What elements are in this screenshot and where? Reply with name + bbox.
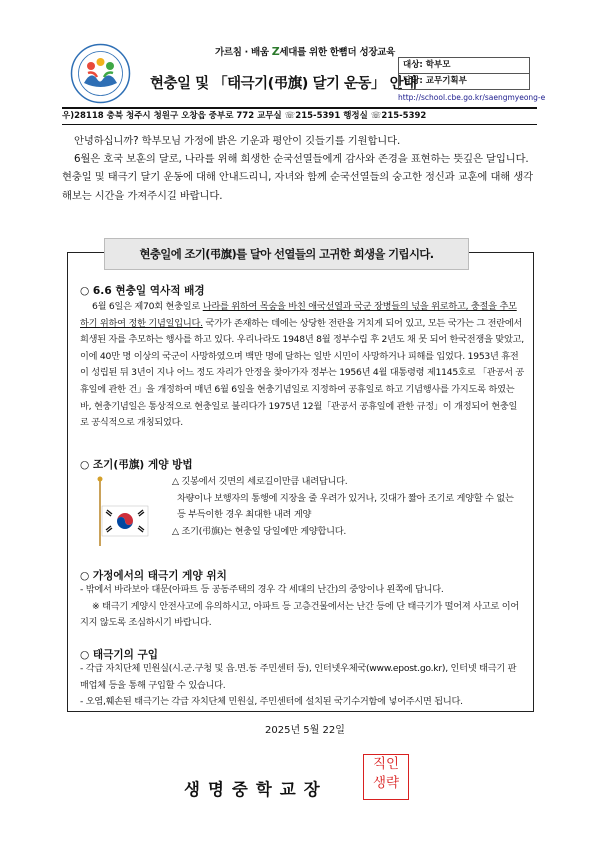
signer-name: 생명중학교장: [184, 780, 328, 799]
official-seal-stamp: [363, 754, 409, 800]
seal-text: 생략: [372, 775, 400, 791]
document-date: 2025년 5월 22일: [265, 725, 345, 736]
slogan-part: 가르침 · 배움: [215, 47, 272, 58]
school-logo-icon: [70, 43, 131, 104]
section-mourning-flag-heading: ○ 조기(弔旗) 게양 방법: [80, 459, 193, 471]
mourning-flag-line: △ 조기(弔旗)는 현충일 당일에만 게양합니다.: [172, 525, 347, 537]
intro-body: 6월은 호국 보훈의 달로, 나라를 위해 희생한 순국선열들에게 감사와 존경을 표현하는 뜻깊은 달입니다. 현충일 및 태극기 달기 운동에 대해 안내드리니, 자녀와 함께 순국선열들의 숭고한 정신과 교훈에 대해 생각해보는 시간을 가져주시길 바랍니다.: [62, 153, 534, 202]
slogan-z: Z: [271, 45, 280, 58]
info-box: [398, 57, 530, 90]
intro-greeting: 안녕하십니까? 학부모님 가정에 밝은 기운과 평안이 깃들기를 기원합니다.: [74, 135, 401, 147]
target-label: 대상: 학부모: [399, 58, 529, 74]
section-home-position-heading: ○ 가정에서의 태극기 게양 위치: [80, 570, 227, 582]
banner-title: 현충일에 조기(弔旗)를 달아 선열들의 고귀한 희생을 기립시다.: [104, 238, 469, 270]
section-purchase-heading: ○ 태극기의 구입: [80, 649, 159, 661]
section-home-position-body: [80, 582, 524, 632]
section-mourning-flag-body: [172, 474, 524, 540]
history-text: 국가가 존재하는 데에는 상당한 전란을 거치게 되어 있고, 모든 국가는 그 전란에서 희생된 자를 추모하는 행사를 하고 있다. 우리나라도 1948년 8월 정부수립 후 2년도 채 못 되어 한국전쟁을 맞았고, 이에 40만 명 이상의 국군이 사망하였으며 백만 명에 달하는 일반 시민이 사망하거나 피해를 입었다. 1953년 휴전이 성립된 뒤 3년이 지나 어느 정도 자리가 안정을 찾아가자 정부는 1956년 4월 대통령령 제1145호로 「관공서 공휴일에 관한 건」을 개정하여 매년 6월 6일을 현충기념일로 지정하여 공휴일로 하고 기념행사를 가지도록 하였는바, 현충기념일은 통상적으로 현충일로 불리다가 1975년 12월「관공서 공휴일에 관한 규정」이 개정되어 현충일로 공식적으로 개칭되었다.: [80, 317, 524, 429]
history-underlined-text: 나라를 위하여 목숨을 바친 애국선열과 국군 장병들의 넋을 위로하고, 충절을 추모하기 위하여 정한 기념일입니다.: [80, 301, 517, 329]
department-label: 담당: 교무기획부: [403, 76, 467, 86]
section-purchase-body: [80, 661, 524, 711]
home-position-line: - 밖에서 바라보아 대문(아파트 등 공동주택의 경우 각 세대의 난간)의 중앙이나 왼쪽에 답니다.: [80, 584, 444, 595]
slogan-part: 세대를 위한 한뼘더 성장교육: [279, 47, 395, 58]
mourning-flag-line: 차량이나 보행자의 통행에 지장을 줄 우려가 있거나, 깃대가 짧아 조기로 게양할 수 없는 등 부득이한 경우 최대한 내려 게양: [177, 492, 514, 521]
address-bar: 우)28118 충북 청주시 청원구 오창읍 중부로 772 교무실 ☏215-5391 행정실 ☏215-5392: [62, 107, 537, 125]
document-title: 현충일 및 「태극기(弔旗) 달기 운동」 안내: [150, 76, 417, 92]
section-history-heading: ○ 6.6 현충일 역사적 배경: [80, 285, 205, 297]
seal-text: 직인: [372, 756, 400, 772]
korean-flag-half-mast-icon: [96, 476, 154, 546]
home-position-note: ※ 태극기 게양시 안전사고에 유의하시고, 아파트 등 고층건물에서는 난간 등에 단 태극기가 떨어져 사고로 이어지지 않도록 조심하시기 바랍니다.: [80, 600, 520, 629]
school-url-link[interactable]: http://school.cbe.go.kr/saengmyeong-e: [398, 93, 546, 102]
section-history-body: [80, 299, 524, 432]
history-text: 6월 6일은 제70회 현충일로: [92, 301, 203, 312]
mourning-flag-line: △ 깃봉에서 깃면의 세로길이만큼 내려답니다.: [172, 476, 348, 487]
purchase-line: - 오염,훼손된 태극기는 각급 자치단체 민원실, 주민센터에 설치된 국기수거함에 넣어주시면 됩니다.: [80, 696, 463, 708]
purchase-line: - 각급 자치단체 민원실(시.군.구청 및 읍.면.동 주민센터 등), 인터넷우체국(www.epost.go.kr), 인터넷 태극기 판매업체 등을 통해 구입할 수 있습니다.: [80, 663, 517, 691]
intro-paragraphs: [62, 132, 537, 205]
school-slogan: [215, 44, 395, 58]
